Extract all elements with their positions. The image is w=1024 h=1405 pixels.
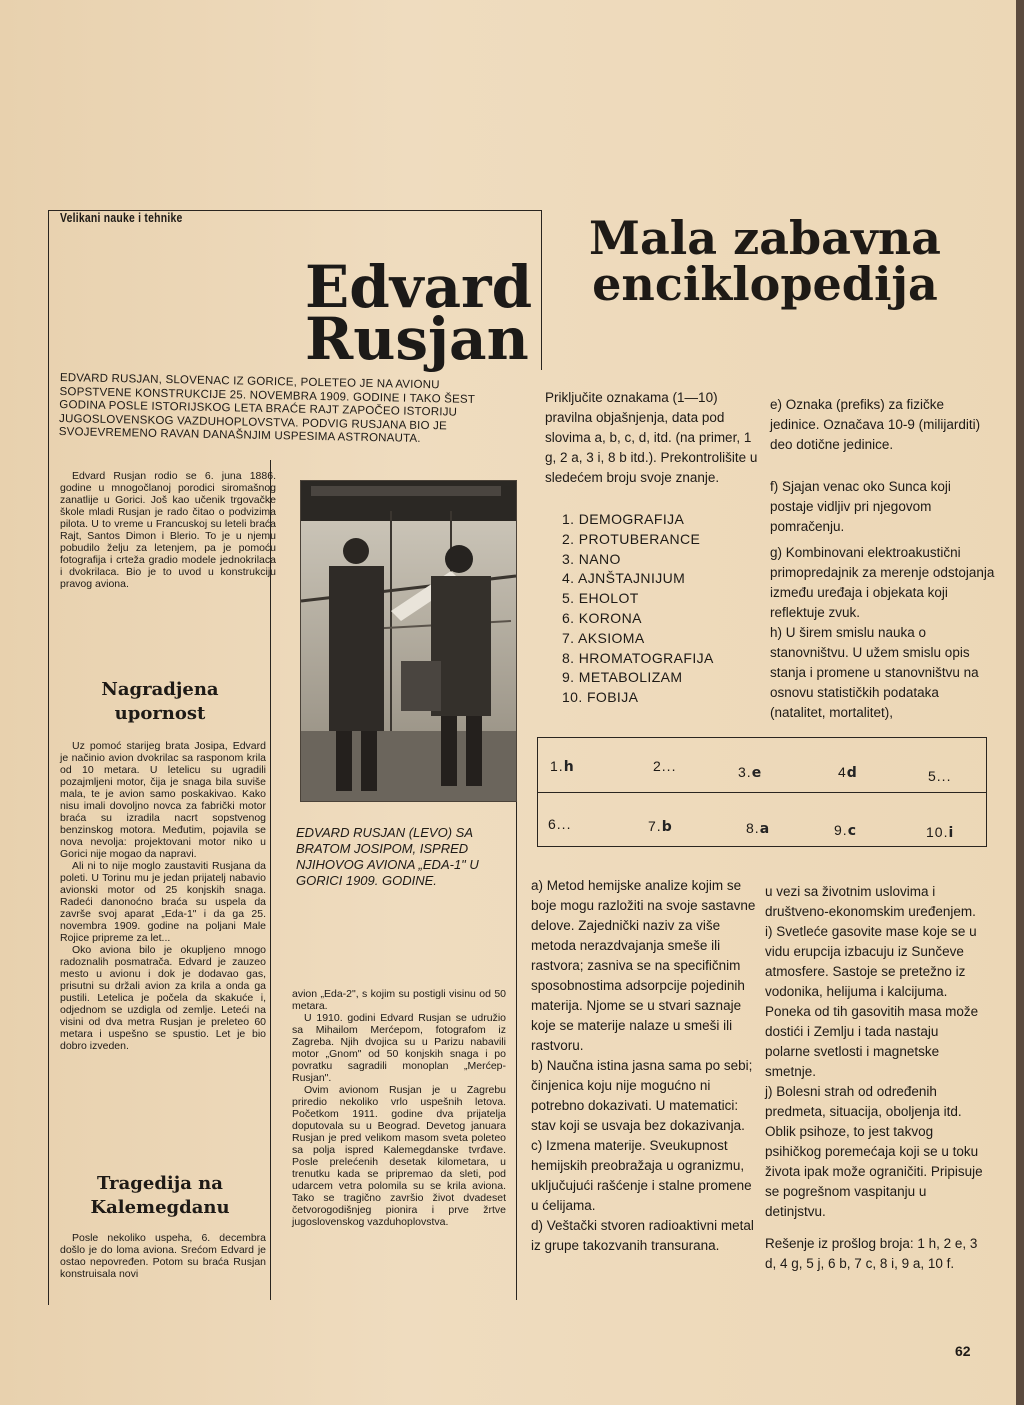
section-heading-upornost: Nagradjena upornost — [101, 679, 219, 724]
handwritten-answer: a — [759, 821, 771, 837]
paragraph: Ovim avionom Rusjan je u Zagrebu priredio nekoliko vrlo uspešnih letova. Početkom 1911. godine dva prijatelja doputovala su u Beograd. Devetog januara Rusjan je pred velikom masom sveta poleteo sa polja ispred Kalemegdanske tvrđave. Posle prelećenih desetak kilometara, u trenutku kada se pripremao da sleti, pod udarcem vetra polomila su se krila aviona. Tako se tragično završio život dvadeset četvorogodišnjeg pionira i prve žrtve jugoslovenskog vazduhoplovstva. — [292, 1084, 506, 1228]
term-item: 2. PROTUBERANCE — [562, 530, 701, 547]
paragraph: Posle nekoliko uspeha, 6. decembra došlo je do loma aviona. Srećom Edvard je ostao nepovređen. Potom su braća Rusjan konstruisala novi — [60, 1232, 266, 1280]
definition-h: h) U širem smislu nauka o stanovništvu. U užem smislu opis stanja i promene u stanovništvu na osnovu statističkih podataka (natalitet, mortalitet), — [770, 625, 979, 720]
term-item: 8. HROMATOGRAFIJA — [562, 649, 714, 666]
grid-cell-8[interactable] — [746, 820, 770, 837]
intro-paragraph-block — [60, 470, 276, 590]
article-title-line2: Rusjan — [305, 305, 529, 373]
handwritten-answer: i — [948, 825, 955, 841]
previous-solution: Rešenje iz prošlog broja: 1 h, 2 e, 3 d, 4 g, 5 j, 6 b, 7 c, 8 i, 9 a, 10 f. — [765, 1236, 978, 1271]
term-item: 6. KORONA — [562, 609, 642, 626]
grid-cell-4[interactable] — [838, 764, 858, 781]
article-column2-text — [292, 988, 506, 1228]
grid-cell-label: 4 — [838, 764, 847, 780]
article-frame-right — [541, 210, 542, 370]
grid-cell-label: 10. — [926, 824, 949, 840]
handwritten-answer: b — [661, 819, 673, 835]
encyclopedia-title-line1: Mala zabavna — [589, 211, 941, 265]
definition-h-continued: u vezi sa životnim uslovima i društveno-ekonomskim uređenjem. — [765, 884, 976, 919]
definitions-col1-bottom — [531, 876, 756, 1256]
grid-cell-label: 5... — [928, 768, 952, 784]
definition-d: d) Veštački stvoren radioaktivni metal iz grupe takozvanih transurana. — [531, 1218, 754, 1253]
paragraph: Ali ni to nije moglo zaustaviti Rusjana da poleti. U Torinu mu je jedan prijatelj nabavio avionski motor od 25 konjskih snaga. Radeći danonoćno braća su uspela da završe svoj aparat „Eda-1" i da ga 25. novembra 1909. godine na poljani Male Rojice pripreme za let... — [60, 860, 266, 944]
grid-cell-5[interactable] — [928, 768, 951, 785]
column-rule-right — [516, 740, 517, 1300]
handwritten-answer: h — [563, 759, 575, 775]
definition-b: b) Naučna istina jasna sama po sebi; činjenica koju nije mogućno ni potrebno dokazivati. U matematici: stav koji se usvaja bez dokazivanja. — [531, 1058, 753, 1133]
series-kicker: Velikani nauke i tehnike — [60, 210, 183, 225]
handwritten-answer: c — [847, 823, 857, 839]
section-upornost-text — [60, 740, 266, 1052]
term-item: 3. NANO — [562, 550, 621, 567]
grid-cell-label: 8. — [746, 820, 760, 836]
section-kalemegdan-text — [60, 1232, 266, 1280]
grid-cell-1[interactable] — [550, 758, 575, 775]
term-item: 9. METABOLIZAM — [562, 669, 683, 686]
photo-caption: EDVARD RUSJAN (LEVO) SA BRATOM JOSIPOM, ISPRED NJIHOVOG AVIONA „EDA-1" U GORICI 1909. GODINE. — [296, 825, 479, 888]
grid-cell-label: 3. — [738, 764, 752, 780]
grid-cell-label: 2... — [653, 758, 677, 774]
grid-cell-2[interactable] — [653, 758, 676, 775]
grid-cell-3[interactable] — [738, 764, 762, 781]
term-item: 4. AJNŠTAJNIJUM — [562, 570, 686, 587]
article-frame-left — [48, 210, 49, 1305]
grid-cell-label: 9. — [834, 822, 848, 838]
definition-g: g) Kombinovani elektroakustični primopredajnik za merenje odstojanja između uređaja i objekata koji reflektuje zvuk. — [770, 545, 995, 620]
definition-a: a) Metod hemijske analize kojim se boje mogu razložiti na svoje sastavne delove. Zajednički naziv za više metoda nerazdvajanja smeše ili rastvora; zasniva se na specifičnim sposobnostima adsorpcije pojedinih materija. Njome se u stvari saznaje koje se materije nalaze u smeši ili rastvoru. — [531, 878, 756, 1053]
grid-divider — [538, 792, 986, 793]
definition-i: i) Svetleće gasovite mase koje se u vidu erupcija izbacuju iz Sunčeve atmosfere. Sastoje se pretežno iz vodonika, helijuma i kalcijuma. Poneka od tih gasovitih masa može dostići i Zemlju i tada nastaju polarne svetlosti i magnetske smetnje. — [765, 924, 979, 1079]
intro-paragraph: Edvard Rusjan rodio se 6. juna 1886. godine u mnogočlanoj porodici siromašnog zanatlije u Gorici. Još kao učenik trgovačke škole mladi Rusjan je rado čitao o podvizima pilota. U to vreme u Francuskoj su leteli braća Rajt, Santos Dimon i Blerio. To je u njemu pobudilo želju za letenjem, pa je pomoću fotografija i crteža gradio modele jednokrilaca i dvokrilaca. Bio je to uvod u konstrukciju pravog aviona. — [60, 470, 276, 590]
grid-cell-label: 1. — [550, 758, 564, 774]
grid-cell-9[interactable] — [834, 822, 857, 839]
term-item: 10. FOBIJA — [562, 689, 639, 706]
paragraph: U 1910. godini Edvard Rusjan se udružio sa Mihailom Merćepom, fotografom iz Zagreba. Njih dvojica su u Parizu nabavili motor „Gnom" od 50 konjskih snaga i po povratku sagradili monoplan „Merćep-Rusjan". — [292, 1012, 506, 1084]
terms-list — [562, 510, 772, 708]
encyclopedia-intro-block — [545, 388, 765, 488]
handwritten-answer: e — [751, 765, 763, 781]
handwritten-answer: d — [846, 765, 858, 781]
encyclopedia-title — [560, 211, 970, 311]
term-item: 5. EHOLOT — [562, 590, 639, 607]
encyclopedia-title-line2: enciklopedija — [592, 257, 938, 311]
grid-cell-label: 6... — [548, 816, 572, 832]
paragraph: Oko aviona bilo je okupljeno mnogo radoznalih posmatrača. Edvard je zauzeo mesto u avionu i dok je dodavao gas, prisutni su držali avion za krila a onda ga pustili. Letelica je počela da skakuće i, odjednom se uzdigla od zemlje. Leteći na visini od dva metra Rusjan je preleteo 60 metara i uspešno se spustio. Let je bio dobro izveden. — [60, 944, 266, 1052]
grid-cell-7[interactable] — [648, 818, 673, 835]
definitions-col2-top — [770, 395, 995, 723]
page-number: 62 — [955, 1343, 971, 1359]
grid-cell-label: 7. — [648, 818, 662, 834]
definitions-col2-bottom — [765, 882, 987, 1274]
definition-e: e) Oznaka (prefiks) za fizičke jedinice. Označava 10-9 (milijarditi) deo dotične jedinice. — [770, 397, 981, 452]
historic-photo — [300, 480, 517, 802]
page-edge-shadow — [1016, 0, 1024, 1405]
paragraph: avion „Eda-2", s kojim su postigli visinu od 50 metara. — [292, 988, 506, 1012]
paragraph: Uz pomoć starijeg brata Josipa, Edvard je načinio avion dvokrilac sa rasponom krila od 10 metara. U letelicu su ugradili pozajmljeni motor, čija je snaga bila suviše mala, te je avion samo poskakivao. Kako nisu imali dovoljno novca za fabrički motor braća su izradila nacrt sopstvenog benzinskog motora. Međutim, pojavila se nova nevolja: projektovani motor niko u Gorici nije mogao da napravi. — [60, 740, 266, 860]
grid-cell-10[interactable] — [926, 824, 954, 841]
term-item: 1. DEMOGRAFIJA — [562, 511, 685, 527]
definition-j: j) Bolesni strah od određenih predmeta, situacija, oboljenja itd. Oblik psihoze, to jest takvog psihičkog poremećaja koji se u toku života ipak može ograničiti. Pripisuje se pogrešnom vaspitanju u detinjstvu. — [765, 1084, 983, 1219]
article-lead — [59, 372, 515, 448]
article-title-line1: Edvard — [305, 253, 533, 321]
term-item: 7. AKSIOMA — [562, 629, 645, 646]
answer-grid — [537, 737, 987, 847]
encyclopedia-intro: Priključite oznakama (1—10) pravilna objašnjenja, data pod slovima a, b, c, d, itd. (na primer, 1 g, 2 a, 3 i, 8 b itd.). Prekontrolišite u sledećem broju svoje znanje. — [545, 390, 758, 485]
photo-illustration — [301, 481, 516, 801]
definition-c: c) Izmena materije. Sveukupnost hemijskih preobražaja u ogranizmu, uključujući rašćenje i stalne promene u ćelijama. — [531, 1138, 752, 1213]
grid-cell-6[interactable] — [548, 816, 571, 833]
lead-text: EDVARD RUSJAN, SLOVENAC IZ GORICE, POLETEO JE NA AVIONU SOPSTVENE KONSTRUKCIJE 25. NOVEMBRA 1909. GODINE I TAKO ŠEST GODINA POSLE ISTORIJSKOG LETA BRAĆE RAJT ZAPOČEO ISTORIJU JUGOSLOVENSKOG VAZDUHOPLOVSTVA. PODVIG RUSJANA BIO JE SVOJEVREMENO RAVAN DANAŠNJIM USPESIMA ASTRONAUTA. — [58, 372, 475, 445]
definition-f: f) Sjajan venac oko Sunca koji postaje vidljiv pri njegovom pomračenju. — [770, 479, 951, 534]
section-heading-kalemegdan: Tragedija na Kalemegdanu — [90, 1173, 230, 1218]
